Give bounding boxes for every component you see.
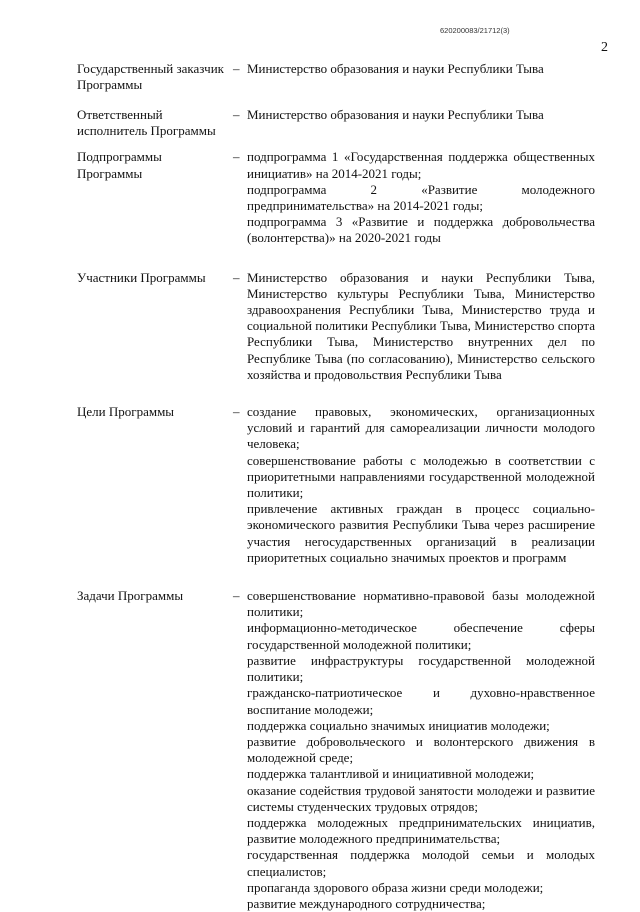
row-label: Государственный заказчик Программы [77, 61, 224, 93]
row-dash: – [233, 404, 240, 420]
row-item: совершенствование нормативно-правовой базы молодежной политики; [247, 588, 595, 620]
row-value [247, 107, 595, 123]
program-passport-table [0, 61, 640, 912]
row-item: развитие международного сотрудничества; [247, 895, 486, 911]
row-value [247, 404, 595, 566]
row-item: совершенствование работы с молодежью в соответствии с приоритетными направлениями государственной молодежной политики; [247, 452, 595, 501]
row-item: гражданско-патриотическое и духовно-нравственное воспитание молодежи; [247, 685, 595, 717]
row-item: развитие добровольческого и волонтерского движения в молодежной среде; [247, 733, 595, 766]
row-item: подпрограмма 2 «Развитие молодежного предпринимательства» на 2014-2021 годы; [247, 181, 595, 214]
row-item: Министерство образования и науки Республики Тыва [247, 61, 544, 76]
row-tasks [0, 588, 640, 912]
row-dash: – [233, 61, 240, 76]
row-dash: – [233, 588, 240, 604]
row-item: привлечение активных граждан в процесс социально-экономического развития Республики Тыва через расширение участия негосударственных организаций в реализации приоритетных социально значимых проектов и программ [247, 501, 595, 565]
row-dash: – [233, 269, 240, 285]
row-item: государственная поддержка молодой семьи и молодых специалистов; [247, 847, 595, 879]
row-item: информационно-методическое обеспечение сферы государственной молодежной политики; [247, 620, 595, 652]
row-item: пропаганда здорового образа жизни среди молодежи; [247, 879, 544, 895]
row-dash: – [233, 107, 240, 123]
row-value [247, 61, 595, 77]
row-customer [0, 61, 640, 93]
row-participants [0, 270, 640, 383]
row-item: подпрограмма 1 «Государственная поддержка общественных инициатив» на 2014-2021 годы; [247, 149, 595, 181]
row-item: оказание содействия трудовой занятости молодежи и развитие системы студенческих трудовых отрядов; [247, 782, 595, 814]
row-value [247, 588, 595, 912]
row-label: Участники Программы [77, 269, 206, 285]
row-executor [0, 107, 640, 139]
row-item: создание правовых, экономических, организационных условий и гарантий для самореализации личности молодого человека; [247, 404, 595, 452]
row-goals [0, 404, 640, 566]
row-label: Цели Программы [77, 404, 175, 420]
row-item: Министерство образования и науки Республики Тыва [247, 107, 544, 123]
row-item: поддержка социально значимых инициатив молодежи; [247, 717, 550, 733]
row-item: развитие инфраструктуры государственной молодежной политики; [247, 652, 595, 685]
row-item: поддержка молодежных предпринимательских инициатив, развитие молодежного предпринимательства; [247, 814, 595, 847]
row-value [247, 270, 595, 383]
row-value [247, 149, 595, 246]
row-item: подпрограмма 3 «Развитие и поддержка добровольчества (волонтерства)» на 2020-2021 годы [247, 214, 595, 246]
row-subprograms [0, 149, 640, 246]
row-label: Подпрограммы Программы [77, 149, 162, 181]
row-label: Задачи Программы [77, 588, 184, 604]
page-number: 2 [601, 40, 608, 55]
row-item: поддержка талантливой и инициативной молодежи; [247, 766, 535, 782]
row-item: Министерство образования и науки Республики Тыва, Министерство культуры Республики Тыва, Министерство здравоохранения Республики Тыва, Министерство труда и социальной политики Республики Тыва, Министерство спорта Республики Тыва, Министерство внутренних дел по Республике Тыва (по согласованию), Министерство сельского хозяйства и продовольствия Республики Тыва [247, 269, 595, 382]
row-dash: – [233, 149, 240, 165]
row-label: Ответственный исполнитель Программы [77, 107, 216, 139]
document-code: 620200083/21712(3) [440, 26, 510, 35]
